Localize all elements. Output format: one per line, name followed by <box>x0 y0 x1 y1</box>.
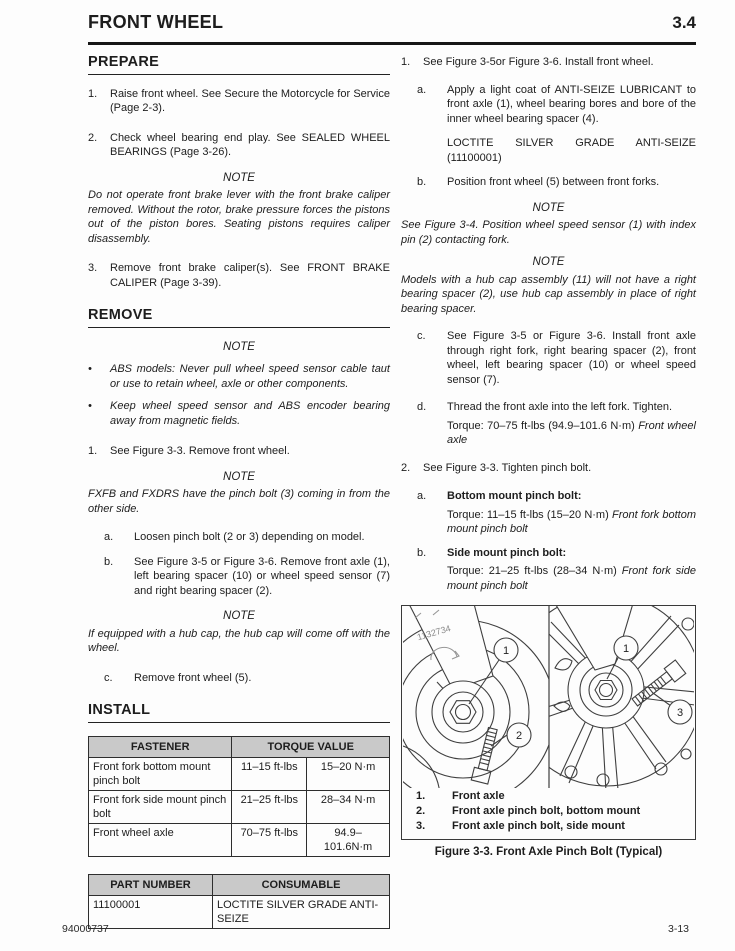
note-label: NOTE <box>223 610 255 622</box>
legend-label: Front axle <box>452 790 505 802</box>
note-text: Do not operate front brake lever with the front brake caliper removed. Without the rotor, brake pressure forces the pistons out of the piston bores. Seating pistons requires caliper disassembly. <box>88 189 390 245</box>
remove-sub-c <box>88 671 390 686</box>
footer-part-number: 94000737 <box>62 923 109 935</box>
table-header-row <box>89 736 390 757</box>
install-sub-a <box>401 83 696 127</box>
remove-step-1 <box>88 444 390 459</box>
table-row <box>89 757 390 790</box>
step-text: See Figure 3-5or Figure 3-6. Install front wheel. <box>423 56 654 68</box>
substep-letter: a. <box>104 531 114 543</box>
cell-fastener: Front fork bottom mount pinch bolt <box>89 757 232 790</box>
substep-text: Thread the front axle into the left fork. Tighten. <box>447 401 673 413</box>
right-panel-drawing <box>510 606 695 788</box>
note-label: NOTE <box>532 256 565 268</box>
callout-number: 2 <box>515 730 523 742</box>
table-row <box>89 823 390 856</box>
substep-letter: b. <box>417 546 427 559</box>
step-number: 2. <box>401 461 411 474</box>
two-column-body <box>88 55 696 929</box>
step-number: 3. <box>88 262 98 274</box>
footer-page-number: 3-13 <box>667 923 689 935</box>
bullet-icon: • <box>88 400 92 412</box>
torque-spec <box>447 508 696 537</box>
step-text: See Figure 3-3. Remove front wheel. <box>110 445 290 457</box>
left-column <box>88 55 390 929</box>
substep-letter: b. <box>104 555 114 568</box>
torque-item: Front fork side mount pinch bolt <box>447 565 696 592</box>
substep-text: Remove front wheel (5). <box>134 671 252 684</box>
cell-ftlbs: 21–25 ft-lbs <box>232 790 307 823</box>
tighten-sub-b <box>401 546 696 561</box>
note-label: NOTE <box>223 171 255 184</box>
substep-label: Side mount pinch bolt: <box>447 546 567 559</box>
callout-number: 1 <box>502 645 510 657</box>
front-axle-drawing <box>402 606 695 788</box>
cell-ftlbs: 11–15 ft-lbs <box>232 757 307 790</box>
step-number: 1. <box>401 56 411 68</box>
torque-item: Front wheel axle <box>447 419 696 446</box>
remove-bullet-2 <box>88 399 390 428</box>
bullet-text: Keep wheel speed sensor and ABS encoder bearing away from magnetic fields. <box>110 400 390 427</box>
legend-item <box>416 804 689 819</box>
note-text: See Figure 3-4. Position wheel speed sensor (1) with index pin (2) contacting fork. <box>401 219 696 246</box>
legend-number: 1. <box>416 790 426 802</box>
step-text: See Figure 3-3. Tighten pinch bolt. <box>423 461 592 474</box>
figure-watermark: 1132734 <box>415 623 452 643</box>
legend-item <box>416 819 689 834</box>
prepare-step-3 <box>88 261 390 290</box>
heading-remove: REMOVE <box>88 308 390 328</box>
install-sub-b <box>401 175 696 190</box>
note-text: FXFB and FXDRS have the pinch bolt (3) coming in from the other side. <box>88 488 390 515</box>
step-text: Raise front wheel. See Secure the Motorcycle for Service (Page 2-3). <box>110 87 390 114</box>
step-number: 2. <box>88 131 98 144</box>
note-text: If equipped with a hub cap, the hub cap will come off with the wheel. <box>88 627 390 654</box>
cell-part-number: 11100001 <box>89 895 213 928</box>
callout-number: 3 <box>676 707 684 719</box>
substep-letter: b. <box>417 176 427 188</box>
section-number: 3.4 <box>672 13 696 32</box>
heading-install: INSTALL <box>88 703 390 723</box>
right-column <box>401 55 696 929</box>
remove-sub-b <box>88 555 390 599</box>
remove-sub-a <box>88 530 390 545</box>
substep-letter: d. <box>417 401 427 413</box>
column-header-part-number: PART NUMBER <box>89 874 213 895</box>
install-step-1 <box>401 55 696 70</box>
manual-page <box>88 12 696 929</box>
install-sub-c <box>401 329 696 387</box>
consumable-callout: LOCTITE SILVER GRADE ANTI-SEIZE (11100001) <box>447 137 696 164</box>
column-header-fastener: FASTENER <box>89 736 232 757</box>
substep-text: See Figure 3-5 or Figure 3-6. Remove front axle (1), left bearing spacer (10) or wheel speed sensor (7) and right bearing spacer (2). <box>134 555 390 597</box>
substep-letter: c. <box>417 330 426 342</box>
prepare-step-2 <box>88 131 390 160</box>
install-step-2 <box>401 461 696 476</box>
remove-bullet-1 <box>88 362 390 391</box>
page-footer <box>0 921 735 935</box>
legend-number: 3. <box>416 820 426 832</box>
cell-fastener: Front fork side mount pinch bolt <box>89 790 232 823</box>
legend-label: Front axle pinch bolt, side mount <box>452 820 625 832</box>
substep-text: See Figure 3-5 or Figure 3-6. Install front axle through right fork, right bearing spacer (2), front wheel, left bearing spacer (10) or wheel speed sensor (7). <box>447 330 696 386</box>
column-header-torque-value: TORQUE VALUE <box>232 736 390 757</box>
prepare-step-1 <box>88 87 390 116</box>
substep-text: Apply a light coat of ANTI-SEIZE LUBRICANT to front axle (1), wheel bearing bores and bore of the inner wheel bearing spacer (4). <box>447 83 696 125</box>
table-header-row <box>89 874 390 895</box>
step-text: Check wheel bearing end play. See SEALED WHEEL BEARINGS (Page 3-26). <box>110 131 390 158</box>
torque-spec <box>447 419 696 448</box>
note-label: NOTE <box>223 340 255 353</box>
fork-leg <box>407 606 493 690</box>
torque-value: Torque: 70–75 ft-lbs (94.9–101.6 N·m) <box>447 419 635 432</box>
heading-prepare: PREPARE <box>88 55 390 75</box>
column-header-consumable: CONSUMABLE <box>213 874 390 895</box>
substep-letter: c. <box>104 671 113 684</box>
legend-item <box>416 789 689 804</box>
cell-fastener: Front wheel axle <box>89 823 232 856</box>
figure-caption: Figure 3-3. Front Axle Pinch Bolt (Typical) <box>434 846 663 858</box>
torque-value-table <box>88 736 390 857</box>
cell-nm: 15–20 N·m <box>307 757 390 790</box>
bullet-icon: • <box>88 363 92 375</box>
legend-label: Front axle pinch bolt, bottom mount <box>452 805 641 817</box>
torque-spec <box>447 564 696 593</box>
note-text: Models with a hub cap assembly (11) will not have a right bearing spacer (2), use hub cap assembly in place of right bearing spacer. <box>401 273 696 315</box>
page-title: FRONT WHEEL <box>88 12 224 32</box>
callout-number: 1 <box>622 643 630 655</box>
substep-letter: a. <box>417 83 427 96</box>
cell-ftlbs: 70–75 ft-lbs <box>232 823 307 856</box>
torque-value: Torque: 21–25 ft-lbs (28–34 N·m) <box>447 565 617 577</box>
cell-nm: 28–34 N·m <box>307 790 390 823</box>
torque-item: Front fork bottom mount pinch bolt <box>447 508 696 535</box>
bullet-text: ABS models: Never pull wheel speed sensor cable taut or use to retain wheel, axle or other components. <box>110 363 390 390</box>
tighten-sub-a <box>401 489 696 504</box>
step-number: 1. <box>88 445 98 457</box>
cell-consumable: LOCTITE SILVER GRADE ANTI-SEIZE <box>213 895 390 928</box>
step-text: Remove front brake caliper(s). See FRONT BRAKE CALIPER (Page 3-39). <box>110 262 390 289</box>
step-number: 1. <box>88 87 98 100</box>
legend-number: 2. <box>416 805 426 817</box>
install-sub-d <box>401 400 696 415</box>
torque-value: Torque: 11–15 ft-lbs (15–20 N·m) <box>447 508 609 521</box>
note-label: NOTE <box>223 470 255 483</box>
note-label: NOTE <box>532 201 565 214</box>
figure-legend <box>402 788 695 839</box>
figure-3-3 <box>401 605 696 840</box>
substep-letter: a. <box>417 490 427 502</box>
table-row <box>89 790 390 823</box>
substep-text: Loosen pinch bolt (2 or 3) depending on model. <box>134 531 365 543</box>
cell-nm: 94.9–101.6N·m <box>307 823 390 856</box>
substep-label: Bottom mount pinch bolt: <box>447 490 582 502</box>
page-header <box>88 12 696 45</box>
substep-text: Position front wheel (5) between front forks. <box>447 176 660 188</box>
